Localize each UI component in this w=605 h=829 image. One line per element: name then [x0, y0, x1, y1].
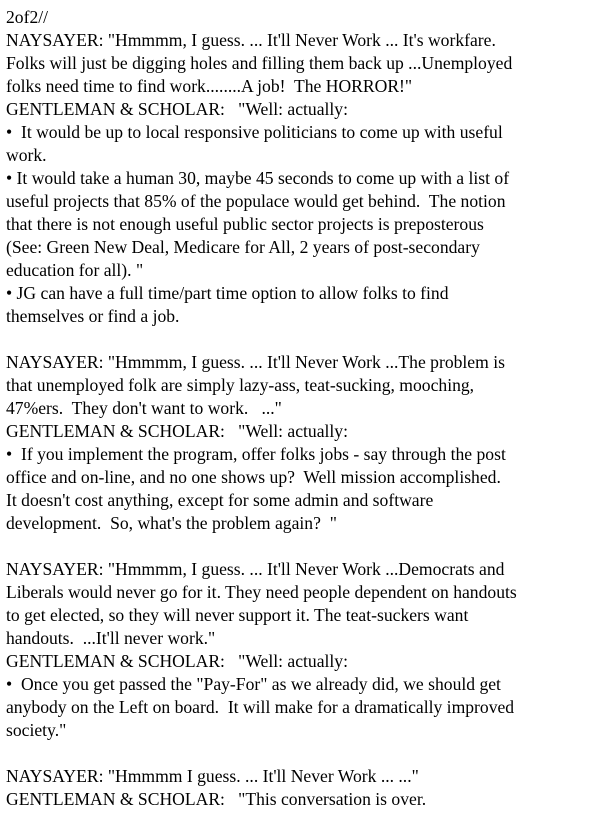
text-line: • If you implement the program, offer folks jobs - say through the post	[6, 444, 506, 464]
text-line: that there is not enough useful public sector projects is preposterous	[6, 214, 484, 234]
text-line: Liberals would never go for it. They need people dependent on handouts	[6, 582, 517, 602]
text-line: office and on-line, and no one shows up? Well mission accomplished.	[6, 467, 501, 487]
text-line: GENTLEMAN & SCHOLAR: "Well: actually:	[6, 651, 348, 671]
text-line: anybody on the Left on board. It will make for a dramatically improved	[6, 697, 515, 717]
text-line: themselves or find a job.	[6, 306, 180, 326]
text-line: development. So, what's the problem again? "	[6, 513, 337, 533]
text-line: GENTLEMAN & SCHOLAR: "Well: actually:	[6, 99, 348, 119]
paragraph-gap	[6, 742, 601, 765]
text-line: (See: Green New Deal, Medicare for All, 2 years of post-secondary	[6, 237, 480, 257]
text-line: handouts. ...It'll never work."	[6, 628, 216, 648]
text-line: NAYSAYER: "Hmmmm, I guess. ... It'll Never Work ... It's workfare.	[6, 30, 496, 50]
paragraph-gap	[6, 535, 601, 558]
text-line: NAYSAYER: "Hmmmm, I guess. ... It'll Never Work ...The problem is	[6, 352, 505, 372]
exchange-1	[6, 29, 601, 328]
page-header: 2of2//	[6, 7, 49, 27]
text-line: • It would be up to local responsive politicians to come up with useful	[6, 122, 503, 142]
text-line: society."	[6, 720, 67, 740]
text-line: • Once you get passed the "Pay-For" as we already did, we should get	[6, 674, 501, 694]
text-line: NAYSAYER: "Hmmmm, I guess. ... It'll Never Work ...Democrats and	[6, 559, 505, 579]
text-line: • It would take a human 30, maybe 45 seconds to come up with a list of	[6, 168, 510, 188]
text-line: It doesn't cost anything, except for some admin and software	[6, 490, 434, 510]
text-line: education for all). "	[6, 260, 144, 280]
text-line: NAYSAYER: "Hmmmm I guess. ... It'll Never Work ... ..."	[6, 766, 419, 786]
text-line: • JG can have a full time/part time option to allow folks to find	[6, 283, 449, 303]
text-line: folks need time to find work........A job! The HORROR!"	[6, 76, 413, 96]
text-line: 47%ers. They don't want to work. ..."	[6, 398, 282, 418]
paragraph-gap	[6, 328, 601, 351]
exchange-2	[6, 351, 601, 535]
exchange-3	[6, 558, 601, 742]
exchange-4	[6, 765, 601, 811]
text-line: useful projects that 85% of the populace would get behind. The notion	[6, 191, 506, 211]
text-line: to get elected, so they will never support it. The teat-suckers want	[6, 605, 469, 625]
text-line: that unemployed folk are simply lazy-ass, teat-sucking, mooching,	[6, 375, 475, 395]
text-line: Folks will just be digging holes and filling them back up ...Unemployed	[6, 53, 513, 73]
text-line: GENTLEMAN & SCHOLAR: "This conversation is over.	[6, 789, 427, 809]
text-line: work.	[6, 145, 47, 165]
text-line: GENTLEMAN & SCHOLAR: "Well: actually:	[6, 421, 348, 441]
